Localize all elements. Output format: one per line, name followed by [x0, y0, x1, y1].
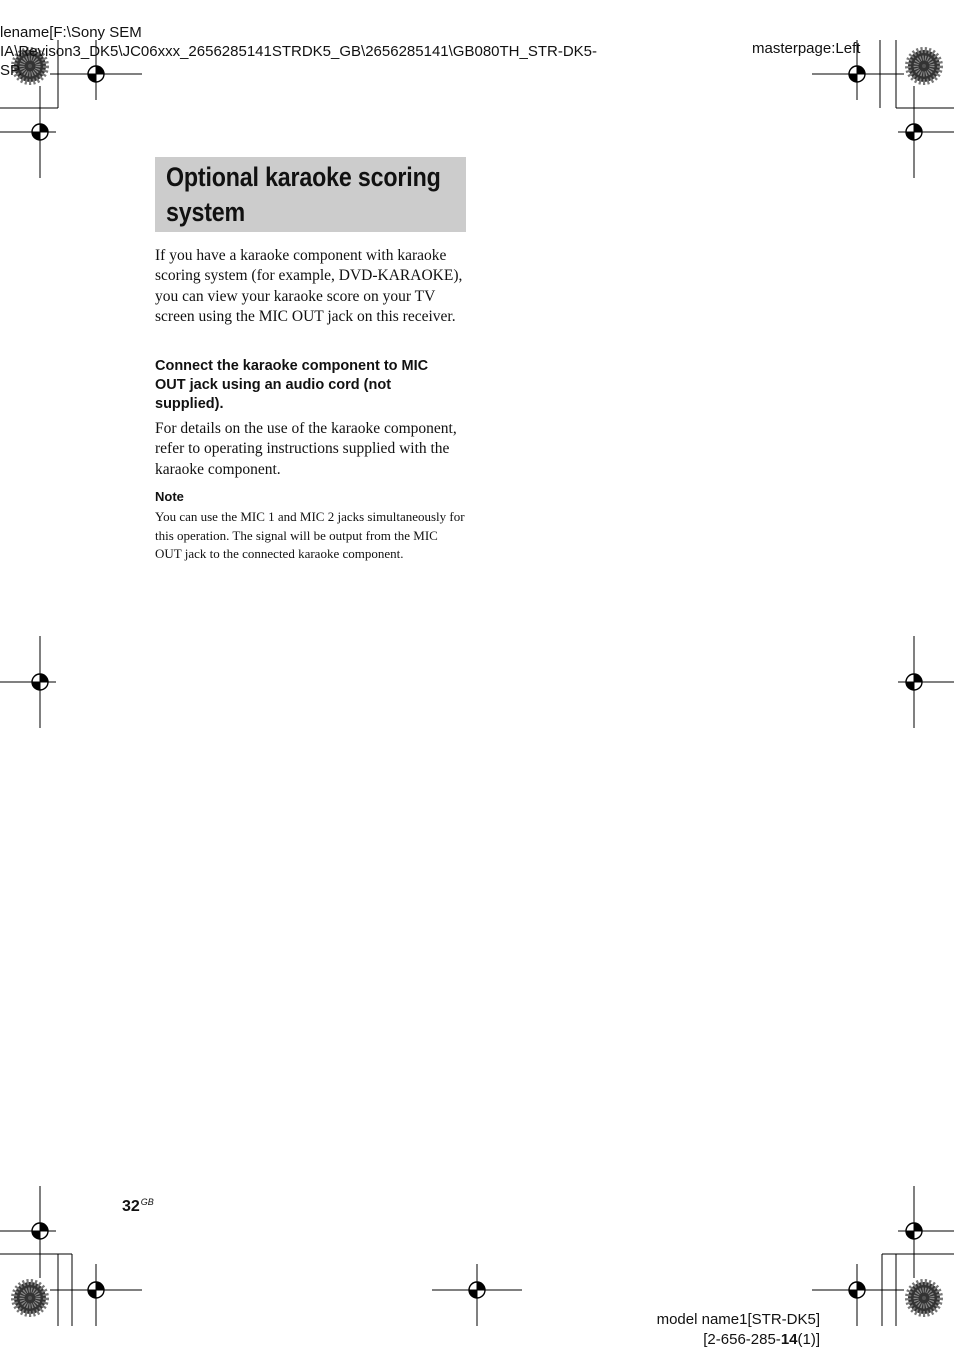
- registration-mark-top-right: [812, 40, 954, 178]
- section-title-box: [155, 157, 466, 232]
- footer-part-code: [560, 1330, 820, 1350]
- footer-code-bold: 14: [780, 1331, 798, 1348]
- page-number: [122, 1197, 154, 1216]
- note-text: You can use the MIC 1 and MIC 2 jacks simultaneously for this operation. The signal will be output from the MIC OUT jack to the connected karaoke component.: [155, 509, 465, 561]
- header-filename: lename[F:\Sony SEM IA\Revison3_DK5\JC06xxx_2656285141STRDK5_GB\2656285141\GB080TH_STR-DK5- SP.: [0, 24, 598, 79]
- footer-code-suffix: (1)]: [797, 1331, 820, 1348]
- registration-mark-bottom-left: [0, 1186, 142, 1326]
- footer-model-name: model name1[STR-DK5]: [656, 1311, 820, 1328]
- registration-mark-bottom-right: [812, 1186, 954, 1326]
- registration-mark-mid-left: [0, 636, 56, 728]
- page-number-suffix: GB: [140, 1197, 154, 1207]
- header-masterpage: masterpage:Left: [752, 40, 861, 57]
- intro-paragraph: If you have a karaoke component with karaoke scoring system (for example, DVD-KARAOKE), you can view your karaoke score on your TV screen using the MIC OUT jack on this receiver.: [155, 247, 463, 325]
- step-heading: Connect the karaoke component to MIC OUT jack using an audio cord (not supplied).: [155, 358, 429, 412]
- section-title: Optional karaoke scoring system: [166, 162, 441, 227]
- page-number-value: 32: [122, 1198, 140, 1215]
- registration-mark-bottom-center: [432, 1264, 522, 1326]
- details-paragraph: For details on the use of the karaoke component, refer to operating instructions supplied with the karaoke component.: [155, 420, 457, 478]
- footer-code-prefix: [2-656-285-: [703, 1331, 781, 1348]
- footer-model-info: [560, 1310, 820, 1350]
- registration-mark-mid-right: [898, 636, 954, 728]
- note-label: Note: [155, 489, 184, 504]
